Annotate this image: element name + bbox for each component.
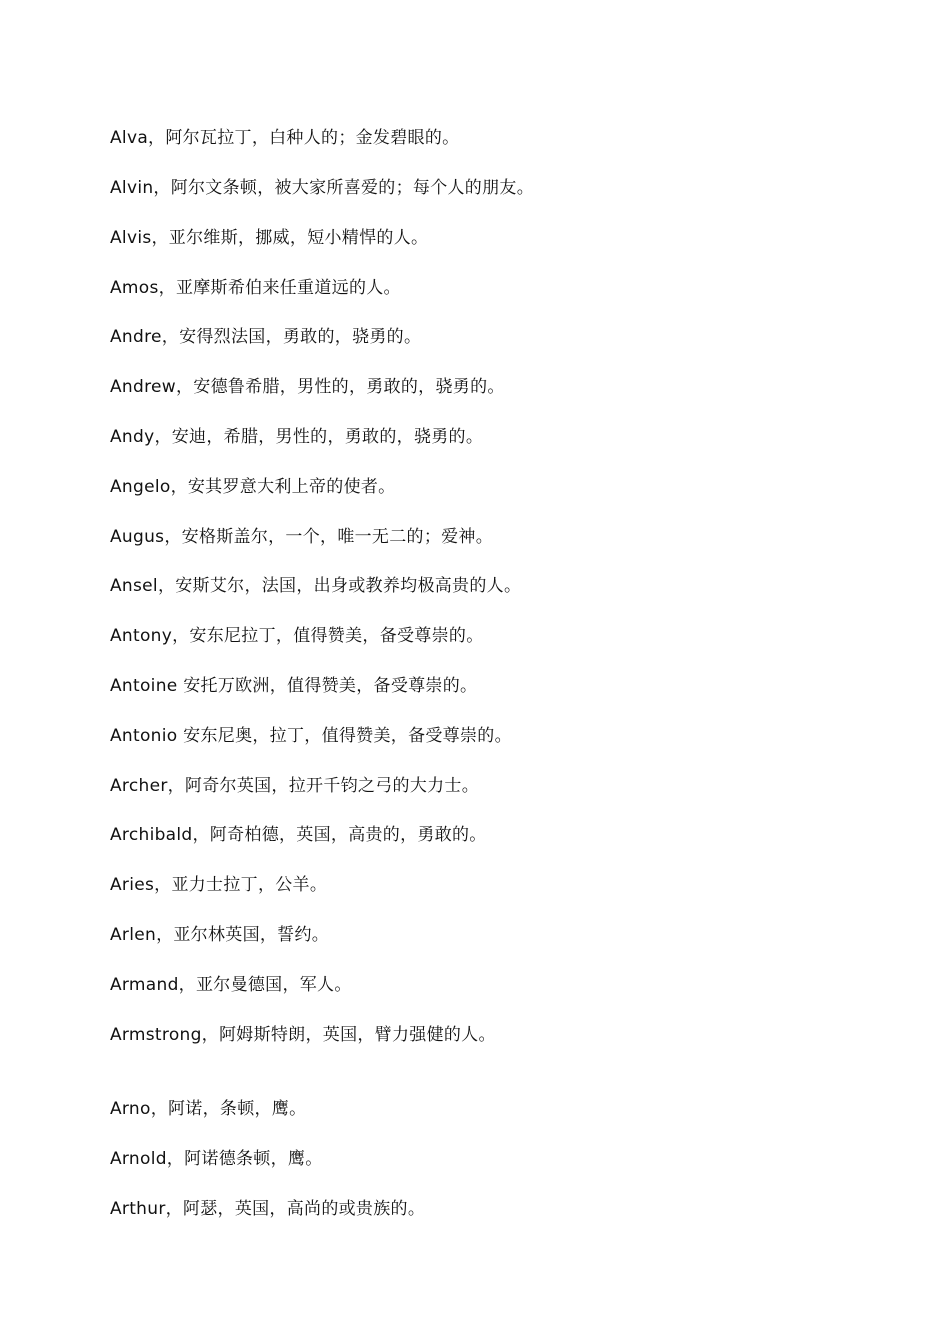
entry-amos: Amos，亚摩斯希伯来任重道远的人。 [110, 278, 401, 298]
entry-arthur: Arthur，阿瑟，英国，高尚的或贵族的。 [110, 1199, 426, 1219]
entry-armstrong: Armstrong，阿姆斯特朗，英国，臂力强健的人。 [110, 1025, 496, 1045]
entry-archer: Archer，阿奇尔英国，拉开千钧之弓的大力士。 [110, 776, 480, 796]
entry-antony: Antony，安东尼拉丁，值得赞美，备受尊崇的。 [110, 626, 484, 646]
entry-arno: Arno，阿诺，条顿，鹰。 [110, 1099, 307, 1119]
entry-aries: Aries，亚力士拉丁，公羊。 [110, 875, 328, 895]
entry-arlen: Arlen，亚尔林英国，誓约。 [110, 925, 330, 945]
entry-antoine: Antoine 安托万欧洲，值得赞美，备受尊崇的。 [110, 676, 478, 696]
entry-alvin: Alvin，阿尔文条顿，被大家所喜爱的；每个人的朋友。 [110, 178, 535, 198]
entry-augus: Augus，安格斯盖尔，一个，唯一无二的；爱神。 [110, 527, 494, 547]
entry-alvis: Alvis，亚尔维斯，挪威，短小精悍的人。 [110, 228, 429, 248]
entry-andre: Andre，安得烈法国，勇敢的，骁勇的。 [110, 327, 422, 347]
entry-andrew: Andrew，安德鲁希腊，男性的，勇敢的，骁勇的。 [110, 377, 505, 397]
entry-ansel: Ansel，安斯艾尔，法国，出身或教养均极高贵的人。 [110, 576, 522, 596]
entry-armand: Armand，亚尔曼德国，军人。 [110, 975, 352, 995]
entry-alva: Alva，阿尔瓦拉丁，白种人的；金发碧眼的。 [110, 128, 460, 148]
entry-andy: Andy，安迪，希腊，男性的，勇敢的，骁勇的。 [110, 427, 484, 447]
entry-antonio: Antonio 安东尼奥，拉丁，值得赞美，备受尊崇的。 [110, 726, 512, 746]
entry-angelo: Angelo，安其罗意大利上帝的使者。 [110, 477, 396, 497]
entry-archibald: Archibald，阿奇柏德，英国，高贵的，勇敢的。 [110, 825, 487, 845]
entry-arnold: Arnold，阿诺德条顿，鹰。 [110, 1149, 323, 1169]
